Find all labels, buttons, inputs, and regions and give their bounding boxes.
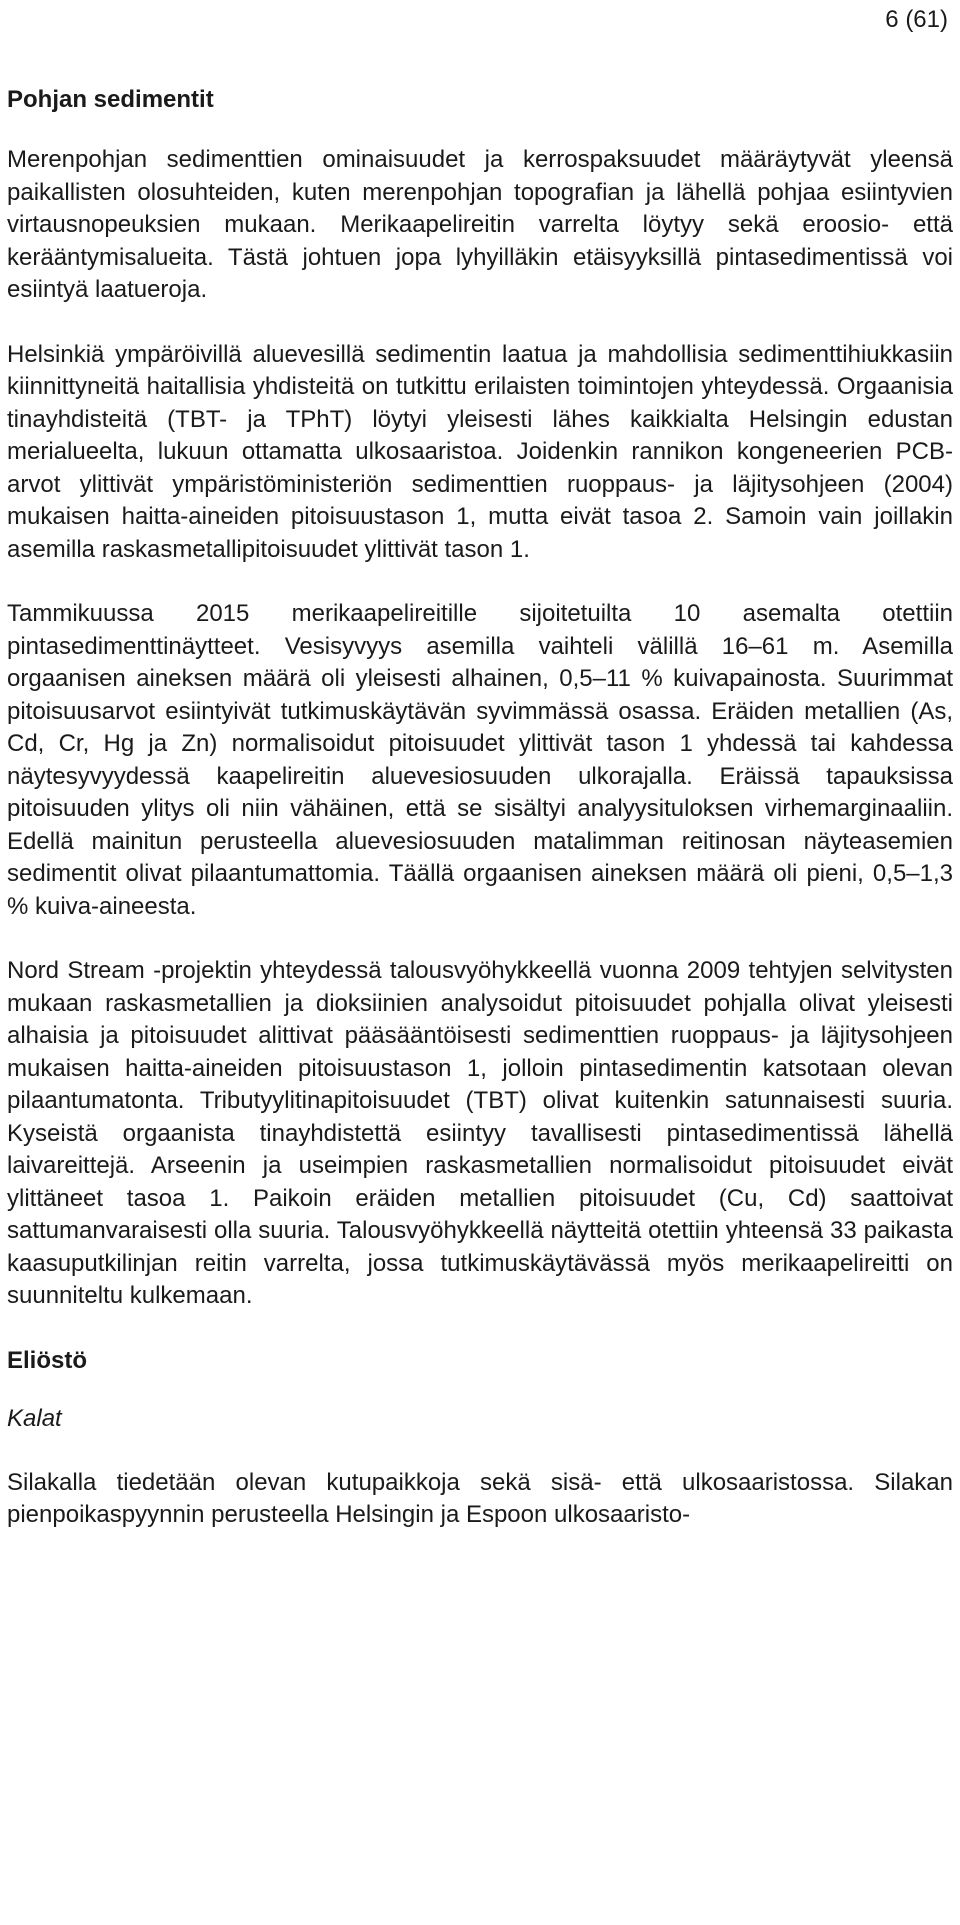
paragraph: Helsinkiä ympäröivillä aluevesillä sedimentin laatua ja mahdollisia sedimenttihiukkasiin kiinnittyneitä haitallisia yhdisteitä on tutkittu erilaisten toimintojen yhteydessä. Orgaanisia tinayhdisteitä (TBT- ja TPhT) löytyi yleisesti lähes kaikkialta Helsingin edustan merialueelta, lukuun ottamatta ulkosaaristoa. Joidenkin rannikon kongeneerien PCB-arvot ylittivät ympäristöministeriön sedimenttien ruoppaus- ja läjitysohjeen (2004) mukaisen haitta-aineiden pitoisuustason 1, mutta eivät tasoa 2. Samoin vain joillakin asemilla raskasmetallipitoisuudet ylittivät tason 1. bbox=[7, 340, 953, 563]
subheading-kalat: Kalat bbox=[7, 1404, 62, 1432]
paragraph: Tammikuussa 2015 merikaapelireitille sijoitetuilta 10 asemalta otettiin pintasedimenttinäytteet. Vesisyvyys asemilla vaihteli välillä 16–61 m. Asemilla orgaanisen aineksen määrä oli yleisesti alhainen, 0,5–11 % kuivapainosta. Suurimmat pitoisuusarvot esiintyivät tutkimuskäytävän syvimmässä osassa. Eräiden metallien (As, Cd, Cr, Hg ja Zn) normalisoidut pitoisuudet ylittivät tason 1 yhdessä tai kahdessa näytesyvyydessä kaapelireitin aluevesiosuuden ulkorajalla. Eräissä tapauksissa pitoisuuden ylitys oli niin vähäinen, että se sisältyi analyysituloksen virhemarginaaliin. Edellä mainitun perusteella aluevesiosuuden matalimman reitinosan näyteasemien sedimentit olivat pilaantumattomia. Täällä orgaanisen aineksen määrä oli pieni, 0,5–1,3 % kuiva-aineesta. bbox=[7, 600, 953, 920]
section-heading-pohjan-sedimentit: Pohjan sedimentit bbox=[7, 86, 214, 113]
paragraph: Silakalla tiedetään olevan kutupaikkoja sekä sisä- että ulkosaaristossa. Silakan pienpoikaspyynnin perusteella Helsingin ja Espoon ulkosaaristo- bbox=[7, 1468, 953, 1528]
paragraph: Nord Stream -projektin yhteydessä talousvyöhykkeellä vuonna 2009 tehtyjen selvitysten mukaan raskasmetallien ja dioksiinien analysoidut pitoisuudet pohjalla olivat yleisesti alhaisia ja pitoisuudet alittivat pääsääntöisesti sedimenttien ruoppaus- ja läjitysohjeen mukaisen haitta-aineiden pitoisuustason 1, jolloin pintasedimentin katsotaan olevan pilaantumatonta. Tributyylitinapitoisuudet (TBT) olivat kuitenkin satunnaisesti suuria. Kyseistä orgaanista tinayhdistettä esiintyy tavallisesti pintasedimentissä lähellä laivareittejä. Arseenin ja useimpien raskasmetallien normalisoidut pitoisuudet eivät ylittäneet tasoa 1. Paikoin eräiden metallien pitoisuudet (Cu, Cd) saattoivat sattumanvaraisesti olla suuria. Talousvyöhykkeellä näytteitä otettiin yhteensä 33 paikasta kaasuputkilinjan reitin varrelta, jossa tutkimuskäytävässä myös merikaapelireitti on suunniteltu kulkemaan. bbox=[7, 957, 953, 1309]
page-number: 6 (61) bbox=[885, 6, 948, 33]
section-heading-eliosto: Eliöstö bbox=[7, 1346, 88, 1374]
paragraph: Merenpohjan sedimenttien ominaisuudet ja kerrospaksuudet määräytyvät yleensä paikallisten olosuhteiden, kuten merenpohjan topografian ja lähellä pohjaa esiintyvien virtausnopeuksien mukaan. Merikaapelireitin varrelta löytyy sekä eroosio- että kerääntymisalueita. Tästä johtuen jopa lyhyilläkin etäisyyksillä pintasedimentissä voi esiintyä laatueroja. bbox=[7, 146, 953, 303]
page-content bbox=[7, 84, 953, 1564]
